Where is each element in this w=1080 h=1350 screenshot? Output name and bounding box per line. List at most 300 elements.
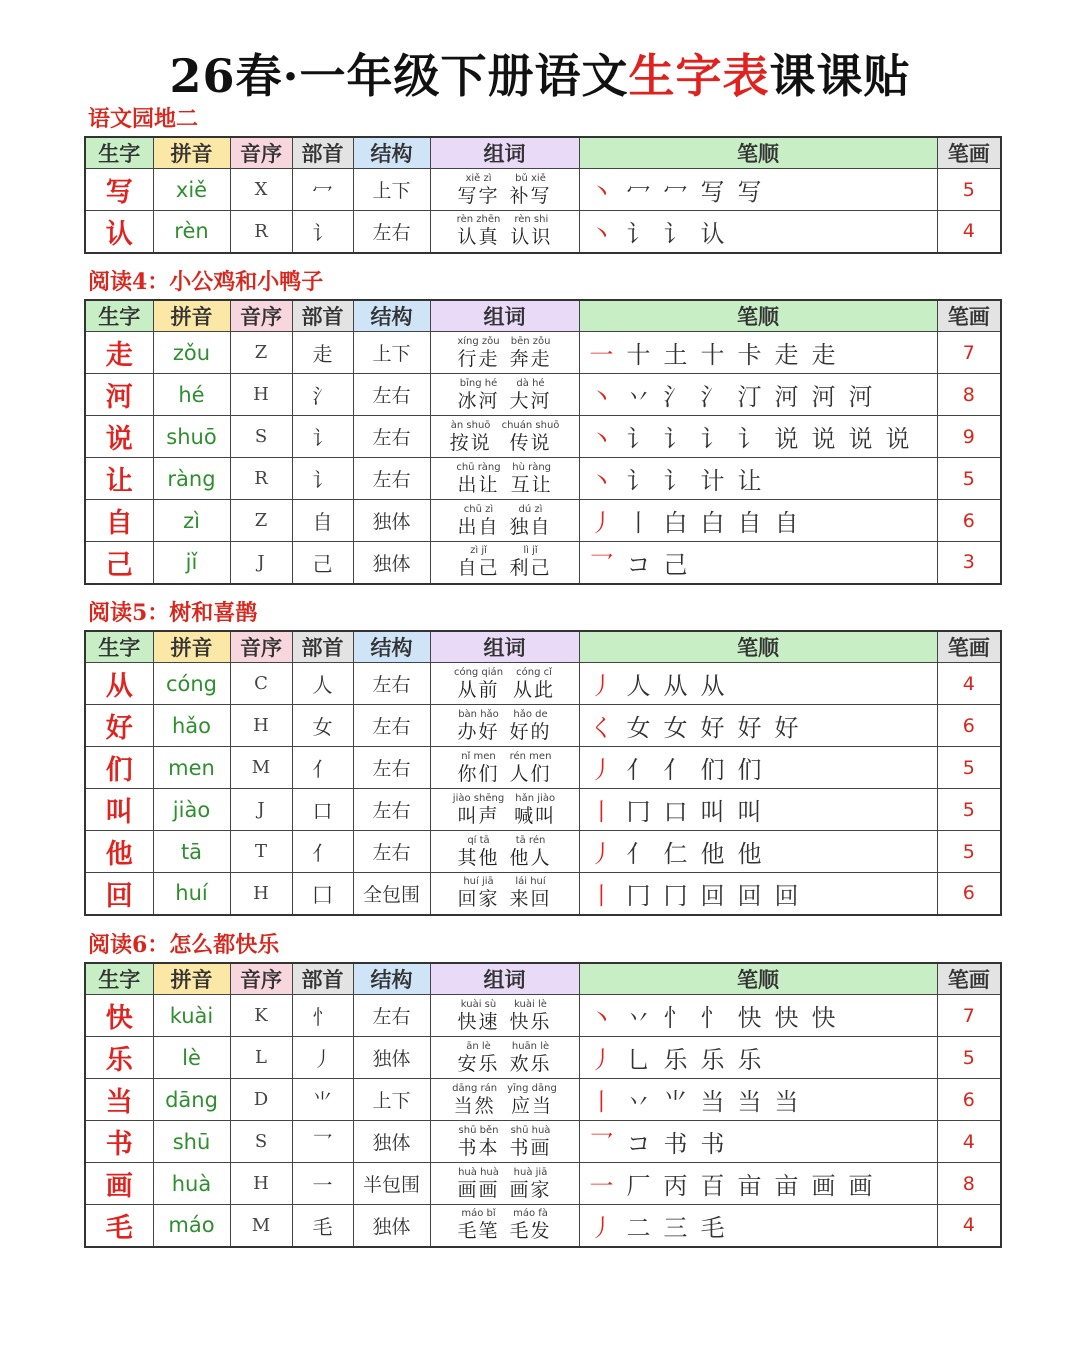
stroke-count-cell: 7 [937, 332, 1001, 374]
stroke-step: 丷 [626, 1088, 651, 1116]
word-group-cell [430, 332, 579, 374]
column-header: 笔顺 [579, 300, 937, 332]
word-text: 安乐 [457, 1052, 500, 1075]
table-row [85, 1037, 1001, 1079]
word-text: 传说 [509, 431, 552, 454]
stroke-step: く [589, 714, 614, 742]
stroke-step: 忄 [700, 1004, 725, 1032]
radical-cell: 一 [292, 1163, 353, 1205]
word-text: 人们 [509, 762, 552, 785]
stroke-count-cell: 4 [937, 1121, 1001, 1163]
word-group-cell [430, 995, 579, 1037]
pinyin-cell: men [153, 747, 230, 789]
title-suffix: 课课贴 [769, 49, 911, 103]
table-row [85, 211, 1001, 253]
stroke-step: 讠 [663, 467, 688, 495]
word-text: 毛笔 [457, 1220, 500, 1243]
word-pinyin: huí jiā [463, 876, 494, 888]
structure-cell: 半包围 [353, 1163, 430, 1205]
word-item [452, 1084, 497, 1116]
stroke-step: 好 [737, 714, 762, 742]
structure-cell: 左右 [353, 211, 430, 253]
stroke-step: 走 [774, 341, 799, 369]
stroke-step: 十 [626, 341, 651, 369]
stroke-step: 一 [589, 341, 614, 369]
stroke-count-cell: 5 [937, 169, 1001, 211]
stroke-step: 忄 [663, 1004, 688, 1032]
word-pinyin: bǔ xiě [515, 172, 546, 184]
stroke-step: 画 [811, 1172, 836, 1200]
table-row [85, 416, 1001, 458]
word-pinyin: qí tā [467, 834, 490, 846]
stroke-step: 乐 [663, 1046, 688, 1074]
phonetic-order-cell: H [230, 705, 292, 747]
word-text: 叫声 [457, 804, 500, 827]
structure-cell: 左右 [353, 789, 430, 831]
word-text: 画画 [457, 1178, 500, 1201]
stroke-step: 亩 [774, 1172, 799, 1200]
pinyin-cell: kuài [153, 995, 230, 1037]
phonetic-order-cell: Z [230, 500, 292, 542]
character-cell: 写 [85, 169, 153, 211]
stroke-step: 书 [700, 1130, 725, 1158]
word-pinyin: xíng zǒu [457, 335, 500, 347]
structure-cell: 独体 [353, 1205, 430, 1247]
stroke-step: 讠 [626, 219, 651, 248]
phonetic-order-cell: M [230, 1205, 292, 1247]
header-row [85, 137, 1001, 169]
word-pinyin: hǎo de [513, 708, 548, 720]
structure-cell: 左右 [353, 747, 430, 789]
word-text: 画家 [509, 1178, 552, 1201]
stroke-step: 亩 [737, 1172, 762, 1200]
word-text: 他人 [509, 846, 552, 869]
column-header: 笔顺 [579, 631, 937, 663]
stroke-count-cell: 5 [937, 458, 1001, 500]
table-row [85, 1205, 1001, 1247]
word-item [510, 836, 552, 868]
word-group-cell [430, 789, 579, 831]
stroke-step: 丿 [589, 756, 614, 784]
word-group-cell [430, 500, 579, 542]
word-item [457, 215, 501, 247]
structure-cell: 左右 [353, 995, 430, 1037]
stroke-step: 当 [774, 1088, 799, 1116]
word-list [431, 421, 579, 453]
stroke-order-cell [579, 1079, 937, 1121]
stroke-step: コ [626, 1130, 651, 1158]
phonetic-order-cell: C [230, 663, 292, 705]
word-text: 书画 [509, 1136, 552, 1159]
word-item [507, 1084, 557, 1116]
phonetic-order-cell: R [230, 211, 292, 253]
stroke-count-cell: 3 [937, 542, 1001, 584]
word-item [513, 668, 555, 700]
stroke-count-cell: 5 [937, 789, 1001, 831]
stroke-step: 讠 [700, 425, 725, 453]
column-header: 组词 [430, 137, 579, 169]
character-table [84, 962, 1002, 1248]
character-cell: 从 [85, 663, 153, 705]
stroke-order-cell [579, 873, 937, 915]
section-title: 阅读5：树和喜鹊 [88, 600, 258, 626]
word-item [510, 1042, 552, 1074]
word-pinyin: cóng qián [453, 666, 504, 678]
word-pinyin: máo fà [513, 1208, 548, 1220]
structure-cell: 上下 [353, 1079, 430, 1121]
word-item [510, 1126, 552, 1158]
word-text: 欢乐 [509, 1052, 552, 1075]
word-list [431, 668, 579, 700]
word-group-cell [430, 542, 579, 584]
word-list [431, 379, 579, 411]
word-item [510, 877, 552, 909]
stroke-count-cell: 8 [937, 1163, 1001, 1205]
word-pinyin: kuài sù [460, 998, 497, 1010]
word-pinyin: lì jǐ [523, 545, 538, 557]
stroke-step: 亻 [626, 840, 651, 868]
word-list [431, 546, 579, 578]
column-header: 笔画 [937, 300, 1001, 332]
character-cell: 己 [85, 542, 153, 584]
word-text: 其他 [457, 846, 500, 869]
word-item [456, 463, 500, 495]
stroke-step: 讠 [626, 425, 651, 453]
pinyin-cell: lè [153, 1037, 230, 1079]
word-item [510, 1168, 552, 1200]
column-header: 音序 [230, 300, 292, 332]
radical-cell: 讠 [292, 211, 353, 253]
character-table [84, 299, 1002, 585]
stroke-step: 女 [626, 714, 651, 742]
column-header: 拼音 [153, 963, 230, 995]
structure-cell: 独体 [353, 500, 430, 542]
header-row [85, 300, 1001, 332]
word-pinyin: kuài lè [514, 998, 547, 1010]
stroke-step: 丶 [589, 1004, 614, 1032]
column-header: 音序 [230, 137, 292, 169]
stroke-step: 二 [626, 1213, 651, 1242]
stroke-step: 写 [700, 178, 725, 206]
stroke-step: 计 [700, 467, 725, 495]
character-cell: 自 [85, 500, 153, 542]
stroke-count-cell: 7 [937, 995, 1001, 1037]
stroke-step: 十 [700, 341, 725, 369]
word-list [431, 836, 579, 868]
stroke-order-cell [579, 789, 937, 831]
stroke-step: 丨 [589, 1088, 614, 1116]
stroke-step: 乐 [700, 1046, 725, 1074]
radical-cell: 女 [292, 705, 353, 747]
phonetic-order-cell: R [230, 458, 292, 500]
phonetic-order-cell: M [230, 747, 292, 789]
word-text: 办好 [457, 720, 500, 743]
stroke-step: 冂 [626, 798, 651, 826]
stroke-count-cell: 5 [937, 1037, 1001, 1079]
word-list [431, 710, 579, 742]
radical-cell: 走 [292, 332, 353, 374]
word-item [511, 463, 553, 495]
table-row [85, 1079, 1001, 1121]
stroke-step: 卡 [737, 341, 762, 369]
character-cell: 书 [85, 1121, 153, 1163]
radical-cell: 囗 [292, 873, 353, 915]
stroke-step: 河 [811, 383, 836, 411]
column-header: 生字 [85, 300, 153, 332]
stroke-step: 他 [737, 840, 762, 868]
character-cell: 认 [85, 211, 153, 253]
stroke-step: 当 [737, 1088, 762, 1116]
word-item [510, 1000, 552, 1032]
stroke-step: 们 [737, 756, 762, 784]
column-header: 结构 [353, 137, 430, 169]
column-header: 组词 [430, 300, 579, 332]
stroke-step: 们 [700, 756, 725, 784]
column-header: 生字 [85, 137, 153, 169]
word-group-cell [430, 1079, 579, 1121]
word-text: 从前 [457, 678, 500, 701]
stroke-step: 仁 [663, 840, 688, 868]
stroke-count-cell: 8 [937, 374, 1001, 416]
phonetic-order-cell: D [230, 1079, 292, 1121]
column-header: 笔画 [937, 137, 1001, 169]
title-highlight: 生字表 [628, 49, 770, 103]
character-table [84, 630, 1002, 916]
stroke-count-cell: 4 [937, 1205, 1001, 1247]
column-header: 组词 [430, 963, 579, 995]
word-pinyin: dú zì [518, 503, 543, 515]
word-item [510, 710, 552, 742]
lesson-section [84, 928, 1000, 1248]
phonetic-order-cell: J [230, 789, 292, 831]
stroke-step: 丷 [626, 383, 651, 411]
word-group-cell [430, 458, 579, 500]
word-list [431, 1209, 579, 1241]
word-item [510, 174, 552, 206]
word-item [457, 1000, 499, 1032]
radical-cell: 口 [292, 789, 353, 831]
word-text: 冰河 [457, 389, 500, 412]
column-header: 音序 [230, 963, 292, 995]
word-pinyin: zì jǐ [470, 545, 487, 557]
stroke-step: 丿 [589, 1213, 614, 1242]
phonetic-order-cell: L [230, 1037, 292, 1079]
stroke-order-cell [579, 332, 937, 374]
radical-cell: 冖 [292, 169, 353, 211]
word-text: 应当 [510, 1094, 553, 1117]
word-item [457, 1126, 499, 1158]
structure-cell: 左右 [353, 705, 430, 747]
table-row [85, 458, 1001, 500]
word-text: 回家 [457, 888, 500, 911]
word-list [431, 1042, 579, 1074]
stroke-step: 百 [700, 1172, 725, 1200]
word-pinyin: máo bǐ [461, 1208, 496, 1220]
column-header: 结构 [353, 631, 430, 663]
word-text: 从此 [513, 678, 556, 701]
word-text: 大河 [509, 389, 552, 412]
word-pinyin: chū zì [463, 503, 494, 515]
pinyin-cell: hǎo [153, 705, 230, 747]
stroke-order-cell [579, 831, 937, 873]
word-item [510, 752, 552, 784]
stroke-step: 快 [811, 1004, 836, 1032]
word-text: 出让 [457, 473, 500, 496]
stroke-step: 讠 [737, 425, 762, 453]
word-item [457, 836, 499, 868]
stroke-step: 好 [774, 714, 799, 742]
stroke-step: 说 [774, 425, 799, 453]
stroke-order-cell [579, 500, 937, 542]
word-pinyin: bàn hǎo [458, 708, 499, 720]
stroke-step: 河 [848, 383, 873, 411]
column-header: 生字 [85, 963, 153, 995]
phonetic-order-cell: S [230, 416, 292, 458]
word-item [510, 215, 552, 247]
stroke-step: 讠 [663, 219, 688, 248]
pinyin-cell: huí [153, 873, 230, 915]
stroke-step: 快 [774, 1004, 799, 1032]
word-group-cell [430, 211, 579, 253]
stroke-step: 人 [626, 672, 651, 700]
word-item [454, 668, 503, 700]
table-row [85, 1163, 1001, 1205]
stroke-step: 好 [700, 714, 725, 742]
column-header: 部首 [292, 631, 353, 663]
word-text: 写字 [457, 184, 500, 207]
word-text: 奔走 [509, 347, 552, 370]
word-pinyin: lái huí [515, 876, 546, 888]
stroke-order-cell [579, 705, 937, 747]
lesson-section [84, 596, 1000, 916]
stroke-step: 走 [811, 341, 836, 369]
word-text: 书本 [457, 1136, 500, 1159]
stroke-step: 当 [700, 1088, 725, 1116]
stroke-order-cell [579, 1163, 937, 1205]
stroke-count-cell: 6 [937, 1079, 1001, 1121]
word-item [510, 505, 552, 537]
stroke-step: 女 [663, 714, 688, 742]
stroke-step: 丿 [589, 1046, 614, 1074]
word-pinyin: shū běn [458, 1124, 499, 1136]
column-header: 拼音 [153, 300, 230, 332]
structure-cell: 上下 [353, 169, 430, 211]
column-header: 拼音 [153, 631, 230, 663]
column-header: 部首 [292, 137, 353, 169]
phonetic-order-cell: K [230, 995, 292, 1037]
radical-cell: 忄 [292, 995, 353, 1037]
phonetic-order-cell: H [230, 873, 292, 915]
table-row [85, 747, 1001, 789]
word-text: 毛发 [509, 1220, 552, 1243]
word-pinyin: bēn zǒu [510, 335, 551, 347]
radical-cell: 乛 [292, 1121, 353, 1163]
structure-cell: 独体 [353, 542, 430, 584]
word-item [502, 421, 560, 453]
stroke-step: ⺌ [663, 1088, 688, 1116]
word-item [457, 174, 499, 206]
word-item [457, 752, 499, 784]
character-cell: 当 [85, 1079, 153, 1121]
column-header: 生字 [85, 631, 153, 663]
word-group-cell [430, 1205, 579, 1247]
stroke-step: 丨 [626, 509, 651, 537]
stroke-step: 丶 [589, 425, 614, 453]
stroke-step: 画 [848, 1172, 873, 1200]
phonetic-order-cell: S [230, 1121, 292, 1163]
character-cell: 乐 [85, 1037, 153, 1079]
stroke-step: 氵 [663, 383, 688, 411]
pinyin-cell: rèn [153, 211, 230, 253]
stroke-step: 讠 [626, 467, 651, 495]
word-text: 快速 [457, 1010, 500, 1033]
character-cell: 河 [85, 374, 153, 416]
word-text: 按说 [449, 431, 492, 454]
table-row [85, 789, 1001, 831]
word-pinyin: jiào shēng [452, 792, 505, 804]
radical-cell: 讠 [292, 458, 353, 500]
character-cell: 叫 [85, 789, 153, 831]
stroke-step: 乛 [589, 1130, 614, 1158]
character-cell: 让 [85, 458, 153, 500]
stroke-step: 乚 [626, 1046, 651, 1074]
stroke-step: 快 [737, 1004, 762, 1032]
stroke-step: 丿 [589, 672, 614, 700]
word-group-cell [430, 873, 579, 915]
stroke-step: 从 [663, 672, 688, 700]
stroke-step: 说 [848, 425, 873, 453]
word-pinyin: rèn shi [514, 214, 549, 226]
word-group-cell [430, 1163, 579, 1205]
word-text: 自己 [457, 557, 500, 580]
column-header: 音序 [230, 631, 292, 663]
stroke-step: 厂 [626, 1172, 651, 1200]
stroke-step: 土 [663, 341, 688, 369]
column-header: 部首 [292, 300, 353, 332]
pinyin-cell: zì [153, 500, 230, 542]
word-text: 快乐 [509, 1010, 552, 1033]
word-item [457, 546, 499, 578]
stroke-step: 丙 [663, 1172, 688, 1200]
word-pinyin: shū huà [510, 1124, 551, 1136]
stroke-step: 毛 [700, 1213, 725, 1242]
phonetic-order-cell: H [230, 1163, 292, 1205]
word-list [431, 1084, 579, 1116]
word-item [457, 505, 499, 537]
character-cell: 好 [85, 705, 153, 747]
word-group-cell [430, 663, 579, 705]
word-pinyin: àn shuō [450, 419, 491, 431]
stroke-step: 三 [663, 1213, 688, 1242]
word-pinyin: hǎn jiào [515, 792, 556, 804]
stroke-order-cell [579, 663, 937, 705]
stroke-step: 一 [589, 1172, 614, 1200]
stroke-step: 冂 [663, 881, 688, 910]
stroke-step: 乐 [737, 1046, 762, 1074]
word-pinyin: huà jiā [513, 1166, 548, 1178]
stroke-count-cell: 6 [937, 500, 1001, 542]
stroke-step: 白 [663, 509, 688, 537]
word-pinyin: rén men [509, 750, 552, 762]
word-item [457, 379, 499, 411]
pinyin-cell: dāng [153, 1079, 230, 1121]
phonetic-order-cell: J [230, 542, 292, 584]
section-title: 语文园地二 [88, 106, 199, 132]
structure-cell: 全包围 [353, 873, 430, 915]
radical-cell: 氵 [292, 374, 353, 416]
stroke-count-cell: 4 [937, 663, 1001, 705]
pinyin-cell: xiě [153, 169, 230, 211]
